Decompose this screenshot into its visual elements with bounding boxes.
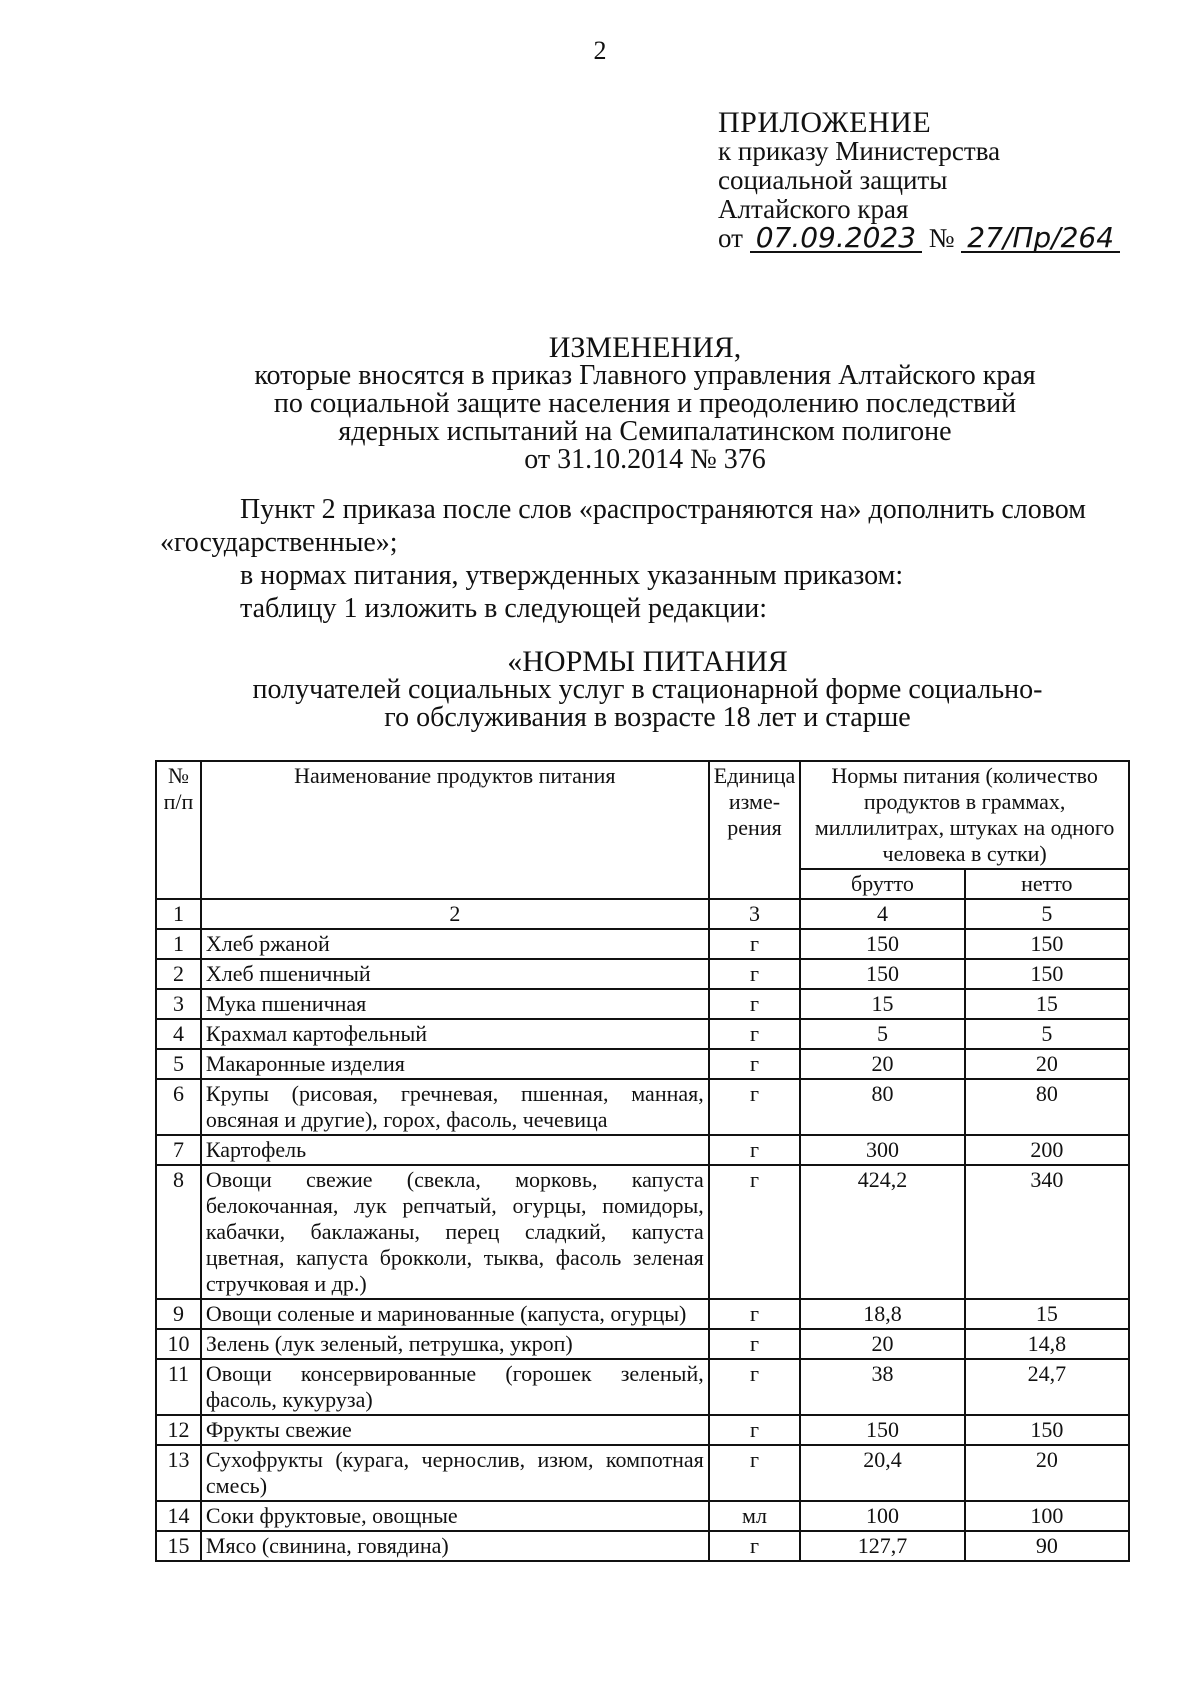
netto-value: 80 <box>965 1079 1129 1135</box>
appendix-block <box>718 108 1120 253</box>
brutto-value: 20,4 <box>800 1445 964 1501</box>
product-name: Мясо (свинина, говядина) <box>201 1531 709 1561</box>
brutto-value: 80 <box>800 1079 964 1135</box>
product-name: Овощи консервированные (горошек зеленый, фасоль, кукуруза) <box>201 1359 709 1415</box>
brutto-value: 150 <box>800 929 964 959</box>
handwritten-date: 07.09.2023 <box>750 225 922 253</box>
appendix-line: Алтайского края <box>718 194 909 224</box>
brutto-value: 424,2 <box>800 1165 964 1299</box>
row-number: 8 <box>156 1165 201 1299</box>
appendix-date-line <box>718 221 1120 254</box>
product-name: Картофель <box>201 1135 709 1165</box>
appendix-title: ПРИЛОЖЕНИЕ <box>718 106 932 139</box>
brutto-value: 100 <box>800 1501 964 1531</box>
row-number: 9 <box>156 1299 201 1329</box>
product-name: Крупы (рисовая, гречневая, пшенная, манная, овсяная и другие), горох, фасоль, чечевица <box>201 1079 709 1135</box>
norms-subtitle-line: го обслуживания в возрасте 18 лет и старше <box>384 702 911 733</box>
column-number-row <box>156 899 1129 929</box>
netto-value: 100 <box>965 1501 1129 1531</box>
product-name: Овощи соленые и маринованные (капуста, огурцы) <box>201 1299 709 1329</box>
row-number: 2 <box>156 959 201 989</box>
table-row <box>156 1445 1129 1501</box>
norms-heading <box>0 645 1200 733</box>
product-name: Овощи свежие (свекла, морковь, капуста белокочанная, лук репчатый, огурцы, помидоры, кабачки, баклажаны, перец сладкий, капуста цветная, капуста брокколи, тыква, фасоль зеленая стручковая и др.) <box>201 1165 709 1299</box>
column-number: 2 <box>201 899 709 929</box>
header-unit: Единица изме-рения <box>709 761 801 899</box>
norms-subtitle-line: получателей социальных услуг в стационарной форме социально- <box>252 674 1043 705</box>
brutto-value: 20 <box>800 1329 964 1359</box>
row-number: 10 <box>156 1329 201 1359</box>
brutto-value: 20 <box>800 1049 964 1079</box>
netto-value: 20 <box>965 1049 1129 1079</box>
brutto-value: 18,8 <box>800 1299 964 1329</box>
brutto-value: 38 <box>800 1359 964 1415</box>
netto-value: 150 <box>965 1415 1129 1445</box>
table-row <box>156 1079 1129 1135</box>
product-name: Крахмал картофельный <box>201 1019 709 1049</box>
table-row <box>156 959 1129 989</box>
netto-value: 150 <box>965 959 1129 989</box>
product-name: Хлеб ржаной <box>201 929 709 959</box>
product-name: Хлеб пшеничный <box>201 959 709 989</box>
product-name: Мука пшеничная <box>201 989 709 1019</box>
netto-value: 20 <box>965 1445 1129 1501</box>
norms-title: «НОРМЫ ПИТАНИЯ <box>507 645 788 678</box>
heading-line: от 31.10.2014 № 376 <box>524 444 766 475</box>
body-text <box>160 493 1120 625</box>
changes-heading <box>0 331 1200 475</box>
row-number: 4 <box>156 1019 201 1049</box>
brutto-value: 300 <box>800 1135 964 1165</box>
product-name: Соки фруктовые, овощные <box>201 1501 709 1531</box>
heading-line: ядерных испытаний на Семипалатинском полигоне <box>338 416 952 447</box>
header-brutto: брутто <box>800 869 964 899</box>
table-row <box>156 1299 1129 1329</box>
netto-value: 340 <box>965 1165 1129 1299</box>
appendix-line: к приказу Министерства <box>718 136 1001 166</box>
table-row <box>156 989 1129 1019</box>
product-name: Фрукты свежие <box>201 1415 709 1445</box>
unit: г <box>709 1019 801 1049</box>
paragraph-1: Пункт 2 приказа после слов «распространяются на» дополнить словом «государственные»; <box>160 494 1086 558</box>
column-number: 1 <box>156 899 201 929</box>
brutto-value: 150 <box>800 1415 964 1445</box>
paragraph-2: в нормах питания, утвержденных указанным приказом: <box>240 560 904 591</box>
unit: г <box>709 1415 801 1445</box>
netto-value: 15 <box>965 989 1129 1019</box>
unit: г <box>709 1359 801 1415</box>
product-name: Зелень (лук зеленый, петрушка, укроп) <box>201 1329 709 1359</box>
unit: г <box>709 929 801 959</box>
netto-value: 150 <box>965 929 1129 959</box>
table-row <box>156 1049 1129 1079</box>
heading-line: которые вносятся в приказ Главного управления Алтайского края <box>254 360 1036 391</box>
row-number: 5 <box>156 1049 201 1079</box>
header-no: № п/п <box>156 761 201 899</box>
row-number: 12 <box>156 1415 201 1445</box>
norms-table <box>155 760 1130 1562</box>
unit: г <box>709 1079 801 1135</box>
row-number: 13 <box>156 1445 201 1501</box>
row-number: 14 <box>156 1501 201 1531</box>
unit: г <box>709 1299 801 1329</box>
brutto-value: 127,7 <box>800 1531 964 1561</box>
page-number: 2 <box>593 36 607 65</box>
netto-value: 90 <box>965 1531 1129 1561</box>
column-number: 3 <box>709 899 801 929</box>
unit: г <box>709 1049 801 1079</box>
netto-value: 5 <box>965 1019 1129 1049</box>
netto-value: 200 <box>965 1135 1129 1165</box>
brutto-value: 15 <box>800 989 964 1019</box>
number-prefix: № <box>928 223 955 253</box>
row-number: 3 <box>156 989 201 1019</box>
table-row <box>156 1019 1129 1049</box>
unit: г <box>709 1135 801 1165</box>
header-norms: Нормы питания (количество продуктов в граммах, миллилитрах, штуках на одного человека в сутки) <box>800 761 1129 869</box>
table-row <box>156 1415 1129 1445</box>
brutto-value: 150 <box>800 959 964 989</box>
table-row <box>156 1531 1129 1561</box>
table-row <box>156 1135 1129 1165</box>
column-number: 4 <box>800 899 964 929</box>
product-name: Макаронные изделия <box>201 1049 709 1079</box>
netto-value: 14,8 <box>965 1329 1129 1359</box>
row-number: 15 <box>156 1531 201 1561</box>
paragraph-3: таблицу 1 изложить в следующей редакции: <box>240 593 768 624</box>
netto-value: 24,7 <box>965 1359 1129 1415</box>
unit: г <box>709 1165 801 1299</box>
appendix-line: социальной защиты <box>718 165 948 195</box>
netto-value: 15 <box>965 1299 1129 1329</box>
unit: г <box>709 1329 801 1359</box>
unit: мл <box>709 1501 801 1531</box>
heading-line: по социальной защите населения и преодолению последствий <box>273 388 1017 419</box>
unit: г <box>709 959 801 989</box>
header-netto: нетто <box>965 869 1129 899</box>
header-name: Наименование продуктов питания <box>201 761 709 899</box>
row-number: 1 <box>156 929 201 959</box>
row-number: 6 <box>156 1079 201 1135</box>
product-name: Сухофрукты (курага, чернослив, изюм, компотная смесь) <box>201 1445 709 1501</box>
norms-table-body <box>156 929 1129 1561</box>
row-number: 11 <box>156 1359 201 1415</box>
table-row <box>156 929 1129 959</box>
date-prefix: от <box>718 223 743 253</box>
table-row <box>156 1359 1129 1415</box>
unit: г <box>709 1531 801 1561</box>
unit: г <box>709 1445 801 1501</box>
table-row <box>156 1165 1129 1299</box>
table-row <box>156 1501 1129 1531</box>
brutto-value: 5 <box>800 1019 964 1049</box>
changes-title: ИЗМЕНЕНИЯ, <box>548 331 742 364</box>
handwritten-order-number: 27/Пр/264 <box>961 225 1120 253</box>
table-row <box>156 1329 1129 1359</box>
row-number: 7 <box>156 1135 201 1165</box>
unit: г <box>709 989 801 1019</box>
column-number: 5 <box>965 899 1129 929</box>
